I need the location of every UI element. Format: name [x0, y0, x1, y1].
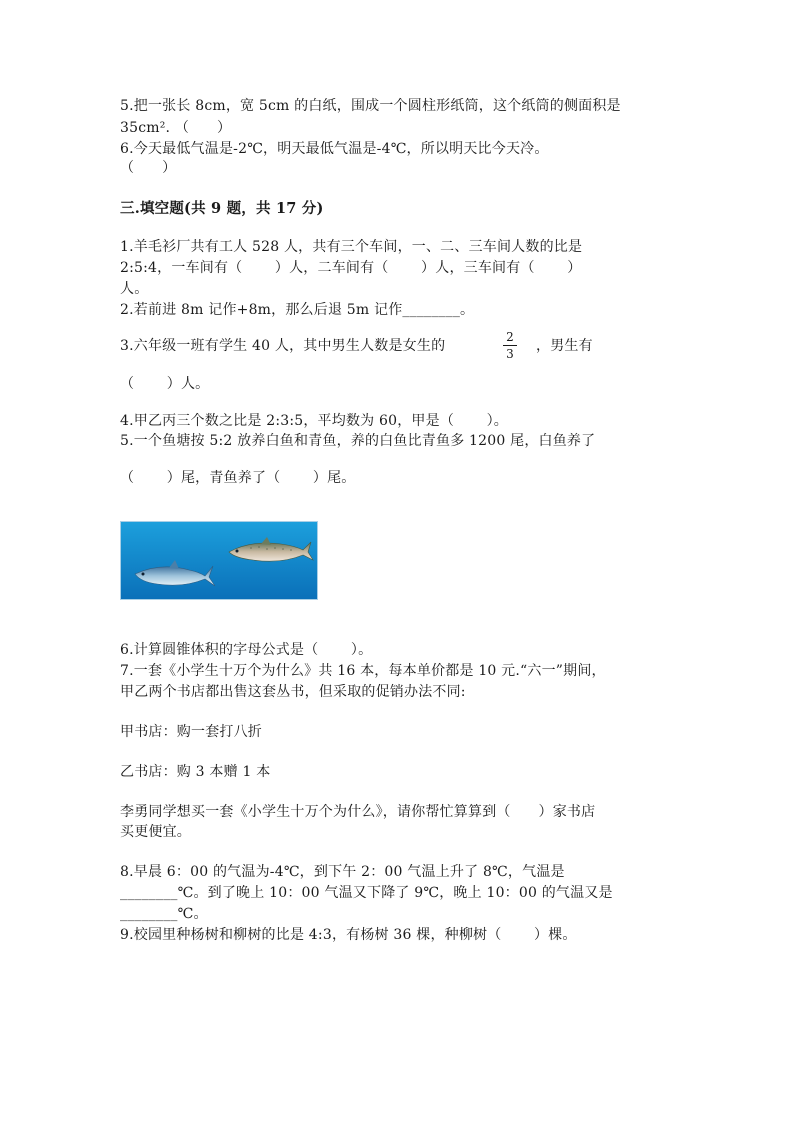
section-heading: 三.填空题(共 9 题，共 17 分)	[120, 200, 324, 217]
q5-line1: 5.把一张长 8cm，宽 5cm 的白纸，围成一个圆柱形纸筒，这个纸筒的侧面积是	[120, 98, 621, 114]
fish-illustration	[120, 521, 318, 600]
fill-q1-line1: 1.羊毛衫厂共有工人 528 人，共有三个车间，一、二、三车间人数的比是	[120, 239, 583, 255]
fill-q8-line2: ________℃。到了晚上 10：00 气温又下降了 9℃，晚上 10：00 的气温又是	[120, 885, 613, 901]
fill-q7-line2: 甲乙两个书店都出售这套丛书，但采取的促销办法不同:	[120, 684, 466, 700]
fill-q6: 6.计算圆锥体积的字母公式是（ ）。	[120, 642, 373, 658]
fill-q5-line1: 5.一个鱼塘按 5:2 放养白鱼和青鱼，养的白鱼比青鱼多 1200 尾，白鱼养了	[120, 433, 596, 449]
fill-q5-line2: （ ）尾，青鱼养了（ ）尾。	[120, 470, 356, 486]
fraction-bar	[503, 345, 517, 346]
fill-q7-shop-a: 甲书店：购一套打八折	[120, 724, 262, 740]
fill-q8-line1: 8.早晨 6：00 的气温为-4℃，到下午 2：00 气温上升了 8℃，气温是	[120, 864, 565, 880]
fill-q7-line1: 7.一套《小学生十万个为什么》共 16 本，每本单价都是 10 元.“六一”期间，	[120, 663, 606, 679]
fill-q7-line4: 买更便宜。	[120, 824, 191, 840]
q5-line2: 35cm². （ ）	[120, 120, 232, 136]
fill-q3-line1: 3.六年级一班有学生 40 人，其中男生人数是女生的	[120, 338, 446, 354]
fill-q9: 9.校园里种杨树和柳树的比是 4:3，有杨树 36 棵，种柳树（ ）棵。	[120, 927, 577, 943]
fill-q7-shop-b: 乙书店：购 3 本赠 1 本	[120, 764, 271, 780]
fill-q1-line3: 人。	[120, 281, 149, 297]
fraction-denominator: 3	[506, 347, 514, 361]
fill-q7-line3: 李勇同学想买一套《小学生十万个为什么》，请你帮忙算算到（ ）家书店	[120, 804, 596, 820]
fill-q2: 2.若前进 8m 记作+8m，那么后退 5m 记作________。	[120, 302, 475, 318]
fill-q1-line2: 2:5:4，一车间有（ ）人，二车间有（ ）人，三车间有（ ）	[120, 260, 582, 276]
fill-q3-line2: （ ）人。	[120, 376, 210, 392]
q6-line1: 6.今天最低气温是-2℃，明天最低气温是-4℃，所以明天比今天冷。	[120, 141, 549, 157]
fraction	[503, 330, 517, 361]
q6-line2: （ ）	[120, 160, 177, 176]
fraction-numerator: 2	[506, 330, 514, 344]
fill-q4: 4.甲乙丙三个数之比是 2:3:5，平均数为 60，甲是（ ）。	[120, 413, 508, 429]
fill-q3-after: ，男生有	[536, 338, 593, 354]
fill-q8-line3: ________℃。	[120, 906, 208, 922]
